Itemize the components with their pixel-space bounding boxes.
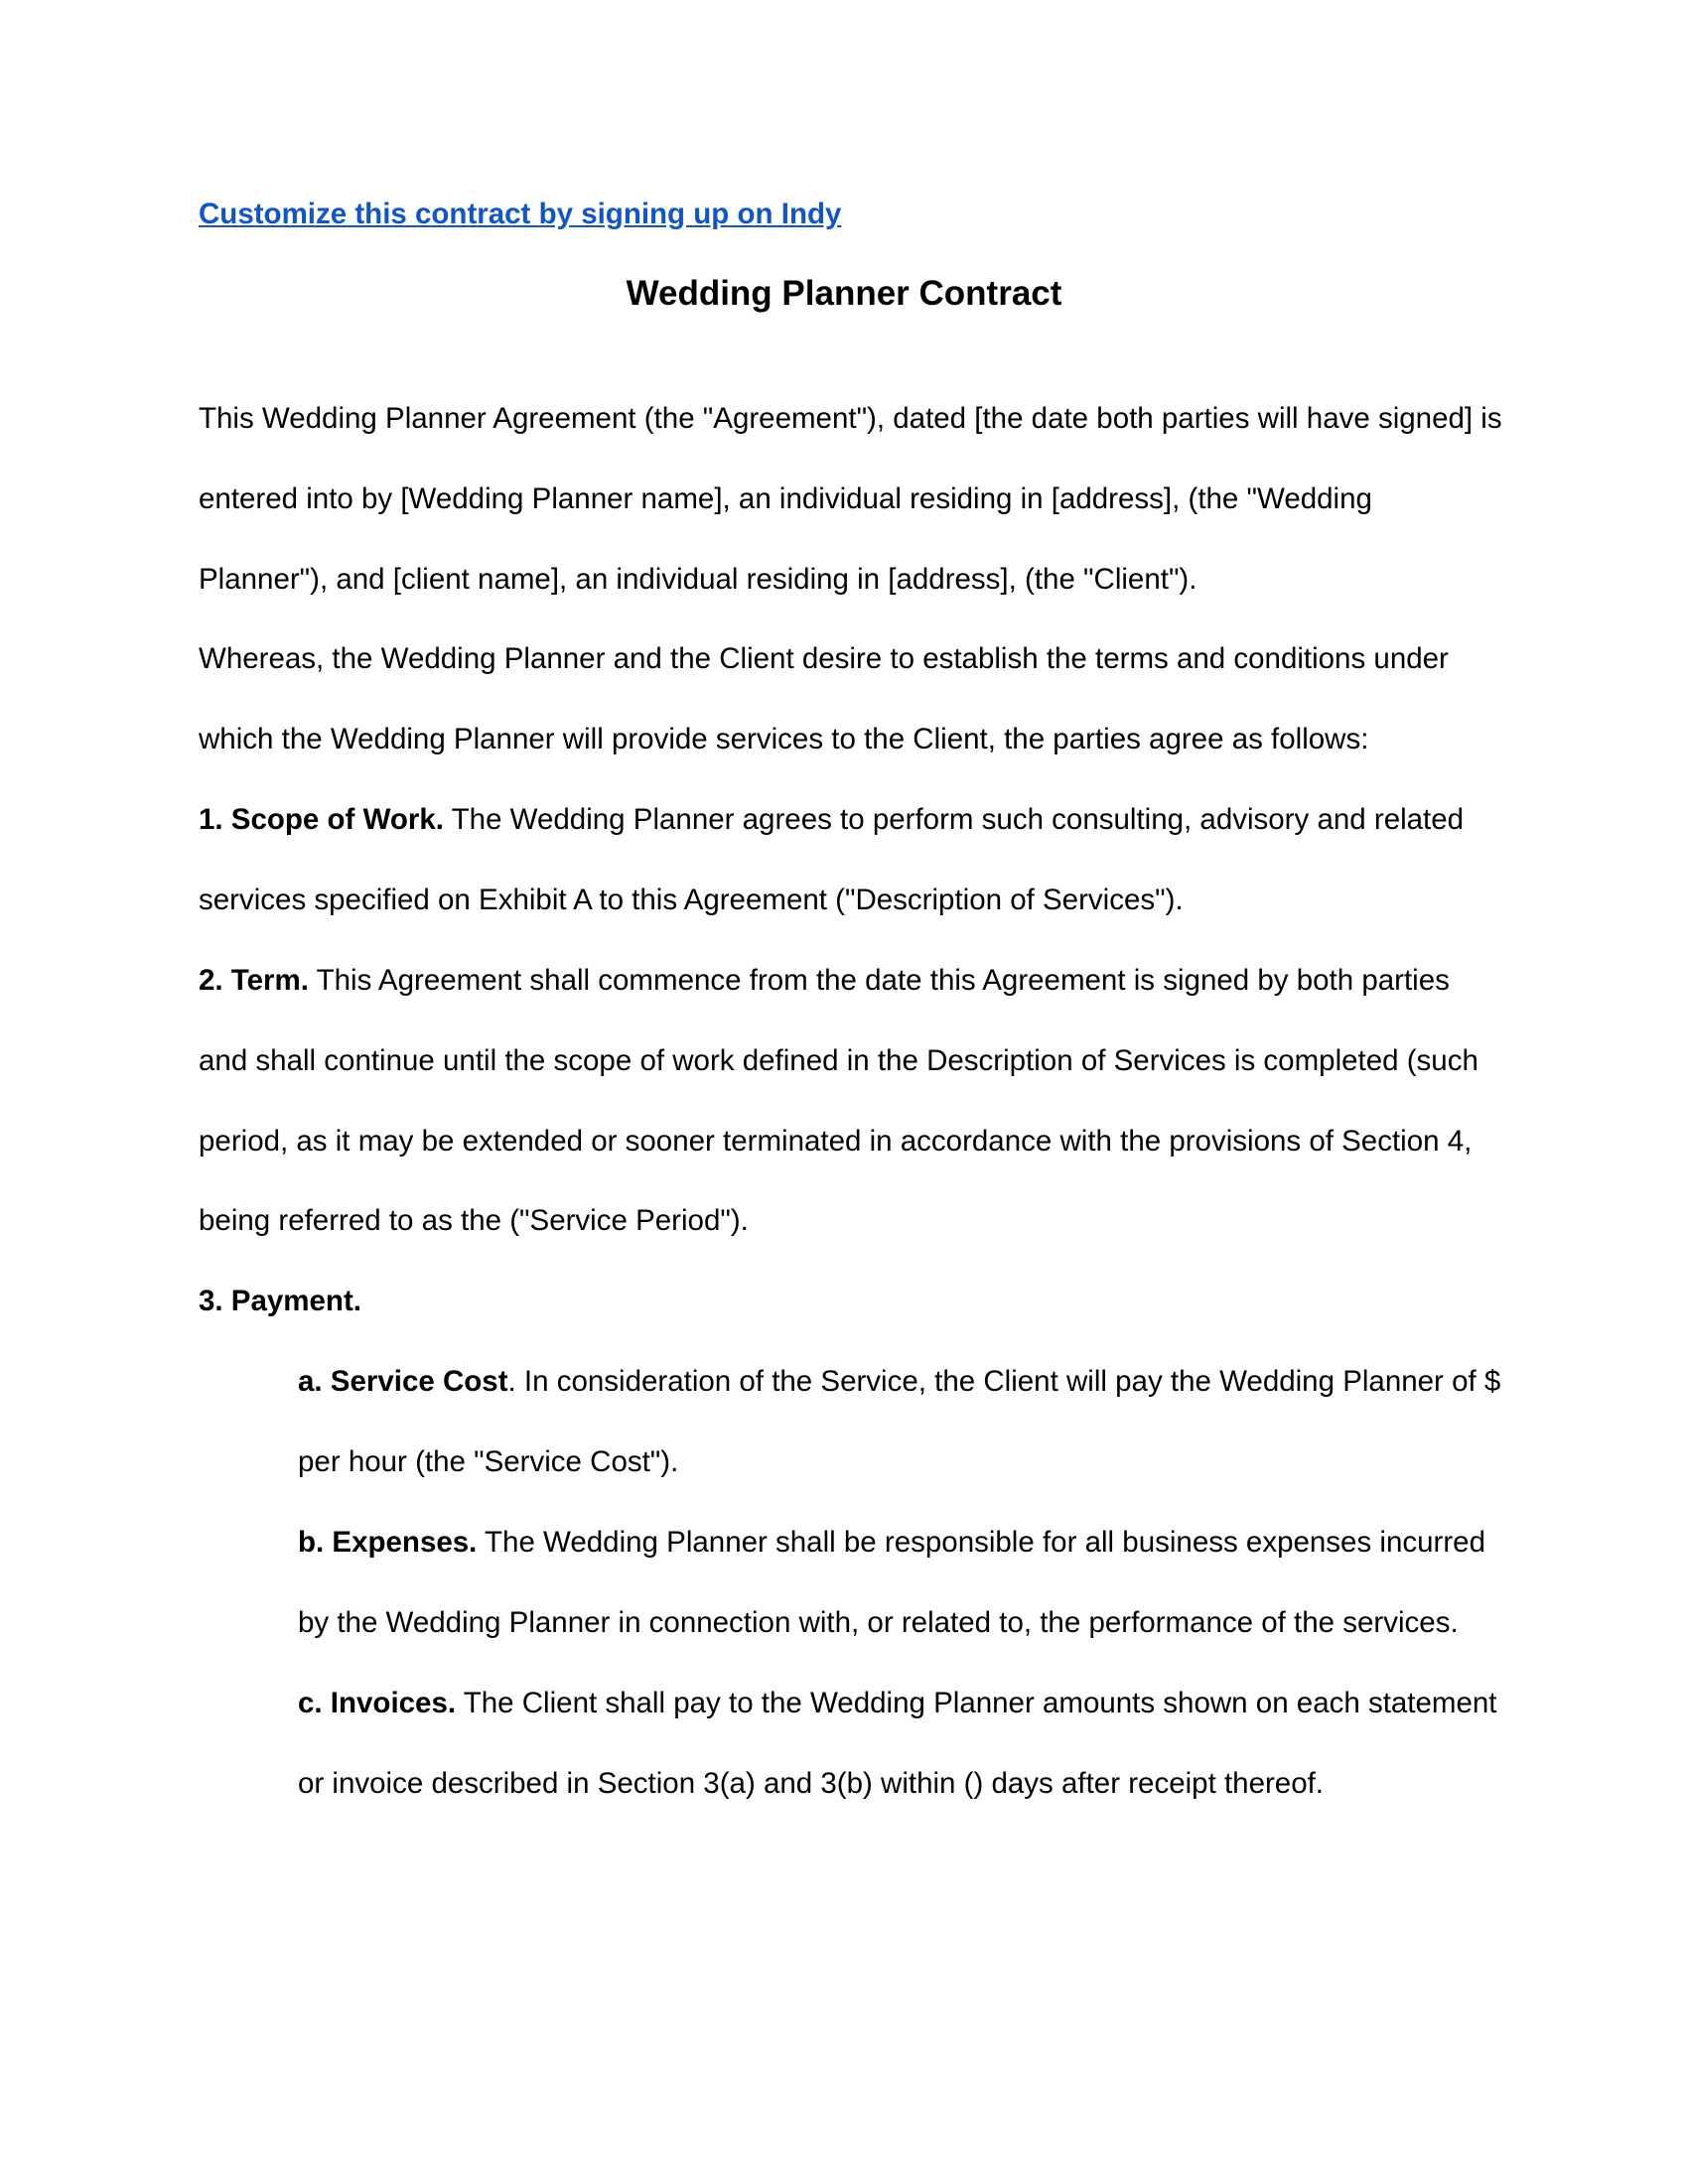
section-1-text: The Wedding Planner agrees to perform such consulting, advisory and related: [443, 803, 1465, 836]
section-3c-heading: c. Invoices.: [298, 1687, 457, 1719]
section-3c-line-1: [298, 1684, 1497, 1723]
section-2-line-2: and shall continue until the scope of work defined in the Description of Services is completed (such: [199, 1044, 1478, 1077]
section-3a-text: . In consideration of the Service, the Client will pay the Wedding Planner of $: [507, 1365, 1501, 1398]
document-title: Wedding Planner Contract: [626, 274, 1062, 313]
indy-signup-link[interactable]: Customize this contract by signing up on Indy: [199, 198, 842, 230]
section-3b-heading: b. Expenses.: [298, 1526, 478, 1559]
intro-line-1: This Wedding Planner Agreement (the "Agreement"), dated [the date both parties will have signed] is: [199, 402, 1502, 435]
section-3a-line-2: per hour (the "Service Cost").: [298, 1445, 679, 1478]
section-2-line-1: [199, 961, 1450, 1001]
section-3-heading-line: [199, 1282, 361, 1321]
intro-line-3: Planner"), and [client name], an individual residing in [address], (the "Client").: [199, 563, 1197, 596]
section-3a-heading: a. Service Cost: [298, 1365, 508, 1398]
section-3b-text: The Wedding Planner shall be responsible for all business expenses incurred: [477, 1526, 1485, 1559]
section-2-line-3: period, as it may be extended or sooner terminated in accordance with the provisions of Section 4,: [199, 1125, 1473, 1158]
intro-line-2: entered into by [Wedding Planner name], an individual residing in [address], (the "Wedding: [199, 482, 1372, 515]
whereas-line-2: which the Wedding Planner will provide services to the Client, the parties agree as follows:: [199, 723, 1369, 755]
section-3-heading: 3. Payment.: [199, 1285, 361, 1317]
section-1-line-1: [199, 800, 1464, 840]
section-3c-line-2: or invoice described in Section 3(a) and 3(b) within () days after receipt thereof.: [298, 1767, 1325, 1800]
section-3b-line-2: by the Wedding Planner in connection with, or related to, the performance of the services.: [298, 1606, 1459, 1639]
whereas-line-1: Whereas, the Wedding Planner and the Client desire to establish the terms and conditions under: [199, 642, 1449, 675]
section-1-heading: 1. Scope of Work.: [199, 803, 444, 836]
section-2-line-4: being referred to as the ("Service Period").: [199, 1204, 749, 1237]
section-3a-line-1: [298, 1362, 1500, 1402]
section-2-text: This Agreement shall commence from the date this Agreement is signed by both parties: [308, 964, 1450, 997]
section-3c-text: The Client shall pay to the Wedding Planner amounts shown on each statement: [456, 1687, 1497, 1719]
section-1-line-2: services specified on Exhibit A to this Agreement ("Description of Services").: [199, 884, 1184, 916]
section-2-heading: 2. Term.: [199, 964, 309, 997]
section-3b-line-1: [298, 1523, 1485, 1563]
